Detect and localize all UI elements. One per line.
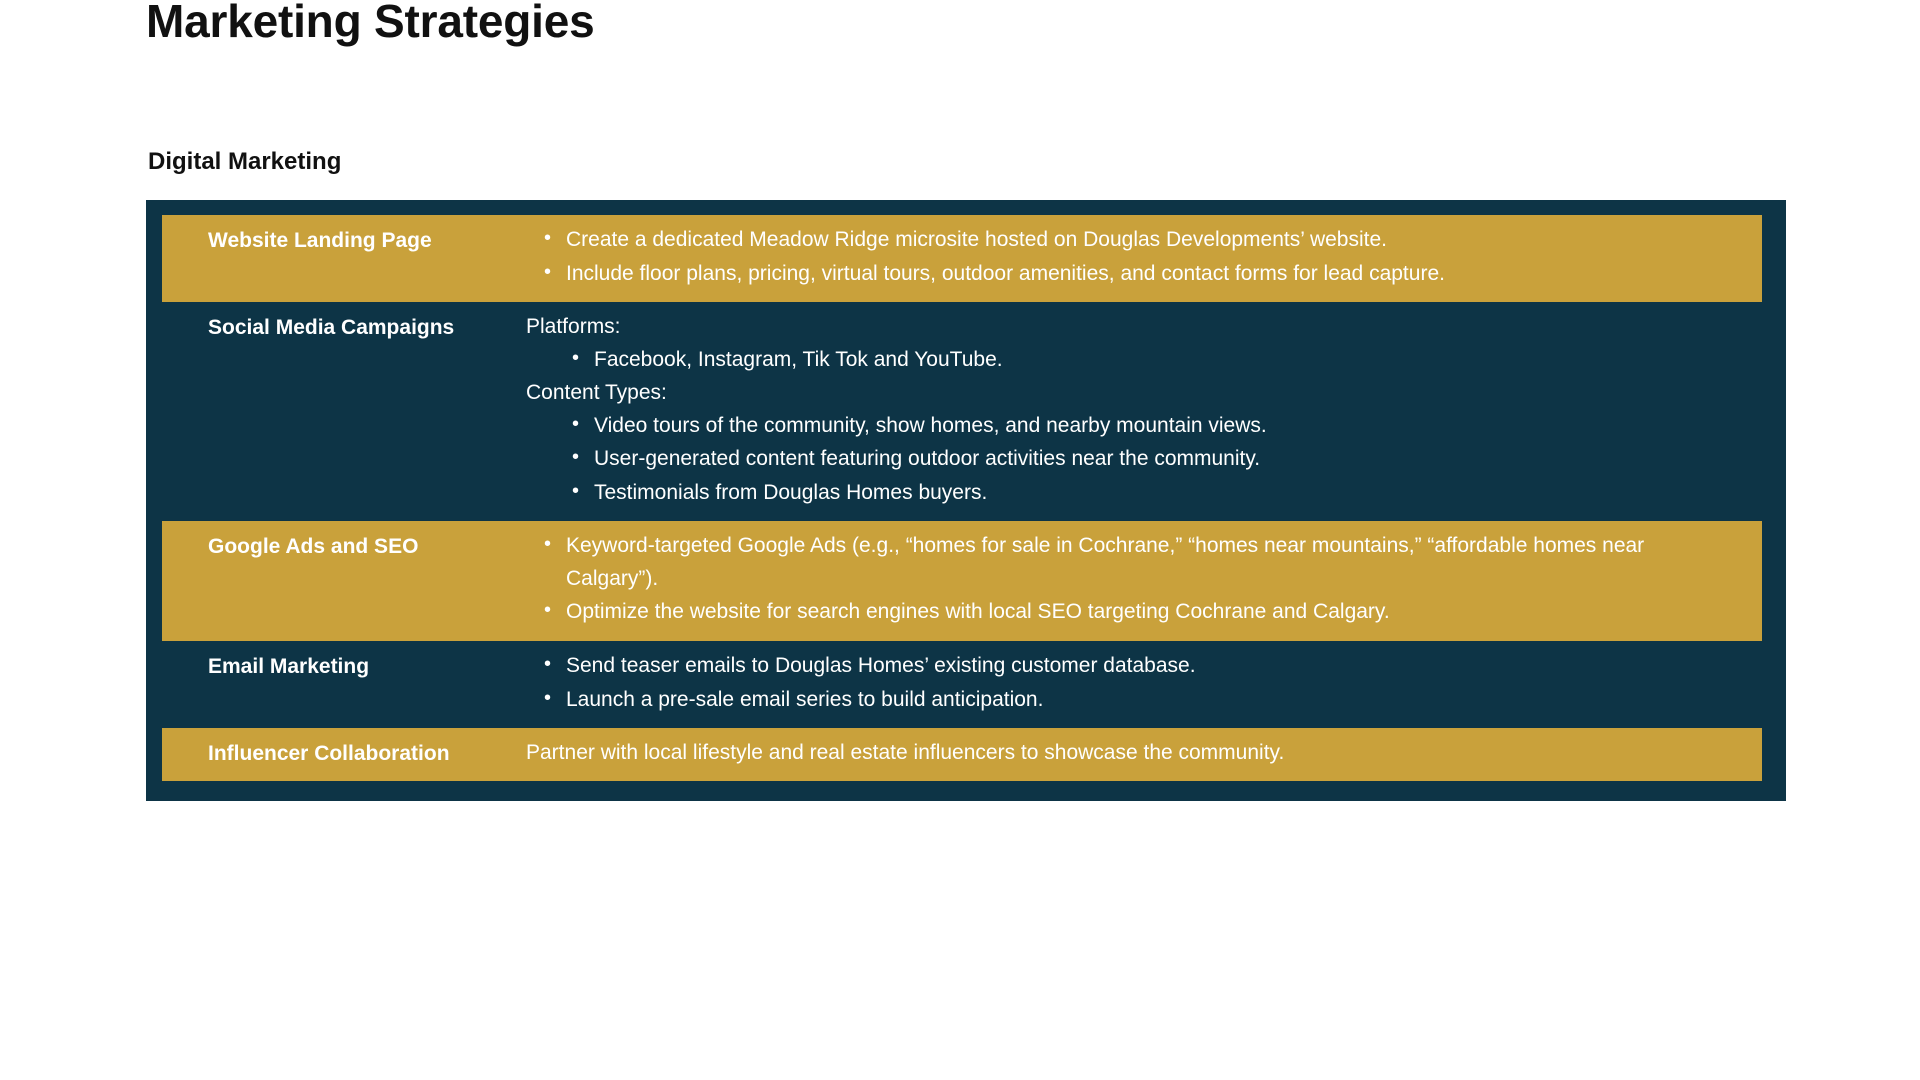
row-label: Influencer Collaboration [208,742,450,766]
row-text: Partner with local lifestyle and real estate influencers to showcase the community. [526,741,1285,765]
row-body [522,530,1762,630]
row-body [522,737,1762,770]
page-title: Marketing Strategies [146,0,595,47]
bullet-list [522,224,1734,290]
row-body [522,311,1762,510]
bullet-list [522,650,1734,716]
table-row [162,215,1762,302]
list-item: • Keyword-targeted Google Ads (e.g., “homes for sale in Cochrane,” “homes near mountains,” “affordable homes near Calgary”). [544,530,1734,595]
row-label: Google Ads and SEO [208,535,419,559]
row-label: Social Media Campaigns [208,316,455,340]
table-row [162,302,1762,521]
table-row [162,641,1762,728]
list-item: • Launch a pre-sale email series to build anticipation. [544,684,1734,717]
bullet-list [522,344,1734,377]
list-item: • Optimize the website for search engines with local SEO targeting Cochrane and Calgary. [544,596,1734,629]
list-item: • Testimonials from Douglas Homes buyers. [572,477,1734,510]
section-title: Digital Marketing [148,148,342,175]
row-label: Email Marketing [208,655,370,679]
list-item: • Video tours of the community, show homes, and nearby mountain views. [572,410,1734,443]
list-item: • Create a dedicated Meadow Ridge microsite hosted on Douglas Developments’ website. [544,224,1734,257]
list-item: • User-generated content featuring outdoor activities near the community. [572,443,1734,476]
table-row [162,521,1762,641]
row-body [522,224,1762,291]
row-body [522,650,1762,717]
row-label: Website Landing Page [208,229,432,252]
list-item: • Include floor plans, pricing, virtual tours, outdoor amenities, and contact forms for lead capture. [544,258,1734,291]
group-heading: Content Types: [526,381,667,405]
list-item: • Facebook, Instagram, Tik Tok and YouTube. [572,344,1734,377]
bullet-list [522,530,1734,629]
group-heading: Platforms: [526,315,621,339]
bullet-list [522,410,1734,510]
strategies-table [146,200,1786,801]
table-row [162,728,1762,781]
list-item: • Send teaser emails to Douglas Homes’ existing customer database. [544,650,1734,683]
